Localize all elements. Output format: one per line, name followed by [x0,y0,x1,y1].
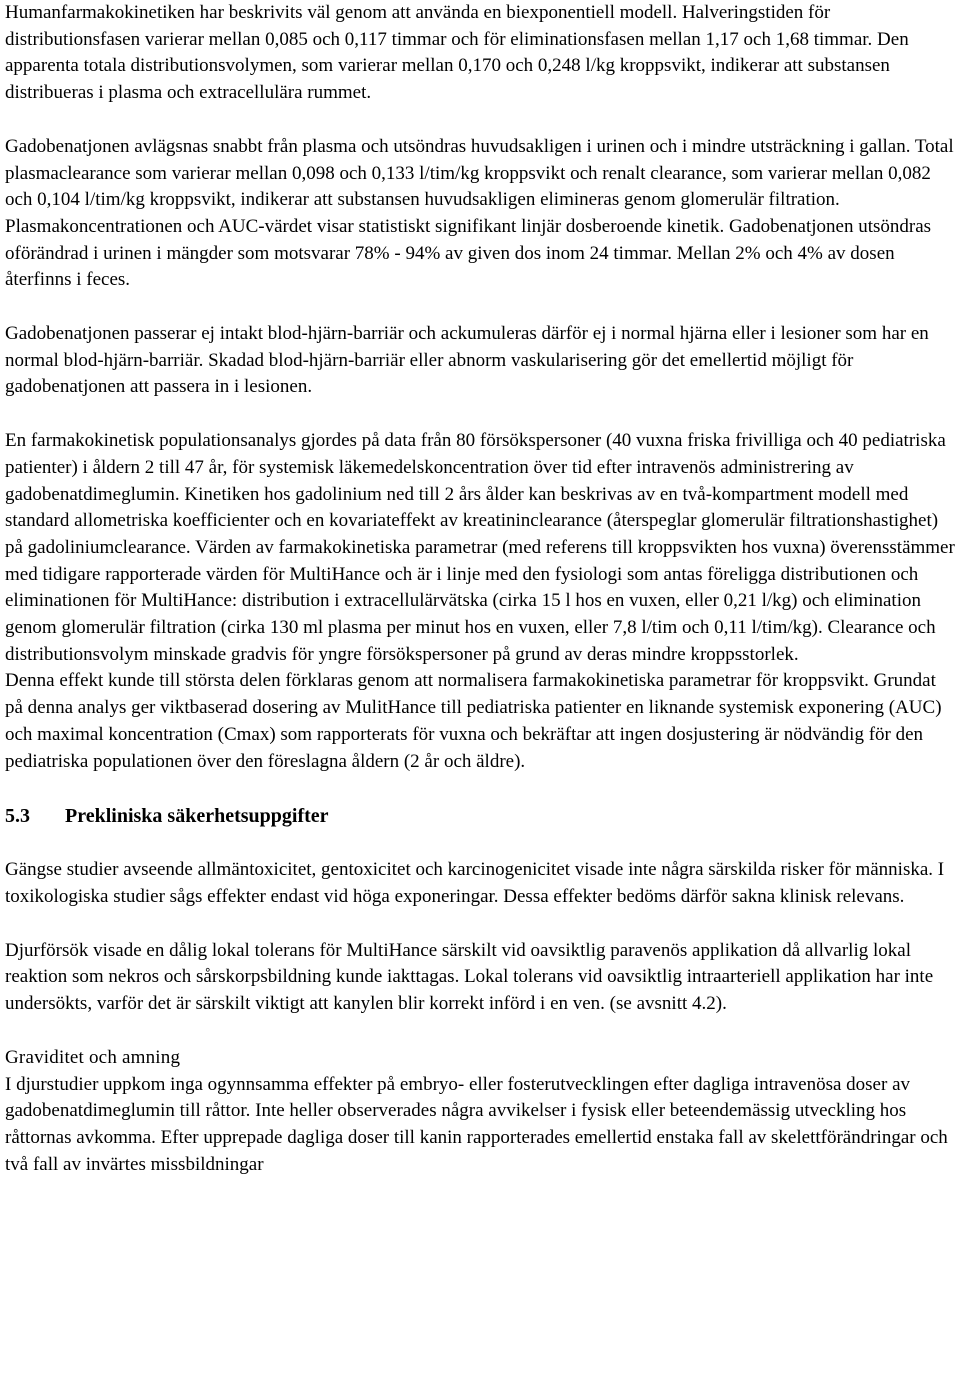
document-page [5,0,955,1178]
paragraph-weight-normalization: Denna effekt kunde till största delen förklaras genom att normalisera farmakokinetiska parametrar för kroppsvikt. Grundat på denna analys ger viktbaserad dosering av MulitHance till pediatriska patienter en liknande systemisk exponering (AUC) och maximal koncentration (Cmax) som rapporterats för vuxna och bekräftar att ingen dosjustering är nödvändig för den pediatriska populationen över den föreslagna åldern (2 år och äldre). [5,670,942,772]
paragraph-blood-brain-barrier: Gadobenatjonen passerar ej intakt blod-hjärn-barriär och ackumuleras därför ej i normal hjärna eller i lesioner som har en normal blod-hjärn-barriär. Skadad blod-hjärn-barriär eller abnorm vaskularisering gör det emellertid möjligt för gadobenatjonen att passera in i lesionen. [5,323,929,398]
section-number: 5.3 [5,805,30,828]
section-heading [5,803,955,830]
paragraph-animal-studies: I djurstudier uppkom inga ogynnsamma effekter på embryo- eller fosterutvecklingen efter dagliga intravenösa doser av gadobenatdimeglumin till råttor. Inte heller observerades några avvikelser i fysisk eller beteendemässig utveckling hos råttornas avkomma. Efter upprepade dagliga doser till kanin rapporterades emellertid enstaka fall av skelettförändringar och två fall av invärtes missbildningar [5,1073,948,1175]
paragraph-toxicity: Gängse studier avseende allmäntoxicitet, gentoxicitet och karcinogenicitet visade inte några särskilda risker för människa. I toxikologiska studier sågs effekter endast vid höga exponeringar. Dessa effekter bedöms därför sakna klinisk relevans. [5,859,945,907]
paragraph-pharmacokinetics: Humanfarmakokinetiken har beskrivits väl genom att använda en biexponentiell modell. Halveringstiden för distributionsfasen varierar mellan 0,085 och 0,117 timmar och för eliminationsfasen mellan 1,17 och 1,68 timmar. Den apparenta totala distributionsvolymen, som varierar mellan 0,170 och 0,248 l/kg kroppsvikt, indikerar att substansen distribueras i plasma och extracellulära rummet. [5,2,909,104]
paragraph-local-tolerance: Djurförsök visade en dålig lokal tolerans för MultiHance särskilt vid oavsiktlig paravenös applikation då allvarlig lokal reaktion som nekros och sårskorpsbildning kunde iakttagas. Lokal tolerans vid oavsiktlig intraarteriell applikation har inte undersökts, varför det är särskilt viktigt att kanylen blir korrekt införd i en ven. (se avsnitt 4.2). [5,939,934,1015]
section-title: Prekliniska säkerhetsuppgifter [65,805,329,828]
paragraph-elimination: Gadobenatjonen avlägsnas snabbt från plasma och utsöndras huvudsakligen i urinen och i mindre utsträckning i gallan. Total plasmaclearance som varierar mellan 0,098 och 0,133 l/tim/kg kroppsvikt och renalt clearance, som varierar mellan 0,082 och 0,104 l/tim/kg kroppsvikt, indikerar att substansen huvudsakligen elimineras genom glomerulär filtration. Plasmakoncentrationen och AUC-värdet visar statistiskt signifikant linjär dosberoende kinetik. Gadobenatjonen utsöndras oförändrad i urinen i mängder som motsvarar 78% - 94% av given dos inom 24 timmar. Mellan 2% och 4% av dosen återfinns i feces. [5,135,954,291]
subheading-pregnancy: Graviditet och amning [5,1046,181,1068]
paragraph-population-analysis: En farmakokinetisk populationsanalys gjordes på data från 80 försökspersoner (40 vuxna friska frivilliga och 40 pediatriska patienter) i åldern 2 till 47 år, för systemisk läkemedelskoncentration över tid efter intravenös administrering av gadobenatdimeglumin. Kinetiken hos gadolinium ned till 2 års ålder kan beskrivas av en två-kompartment modell med standard allometriska koefficienter och en kovariateffekt av kreatininclearance (återspeglar glomerulär filtrationshastighet) på gadoliniumclearance. Värden av farmakokinetiska parametrar (med referens till kroppsvikten hos vuxna) överensstämmer med tidigare rapporterade värden för MultiHance och är i linje med den fysiologi som antas föreligga distributionen och eliminationen för MultiHance: distribution i extracellulärvätska (cirka 15 l hos en vuxen, eller 0,21 l/kg) och elimination genom glomerulär filtration (cirka 130 ml plasma per minut hos en vuxen, eller 7,8 l/tim och 0,11 l/tim/kg). Clearance och distributionsvolym minskade gradvis för yngre försökspersoner på grund av deras mindre kroppsstorlek. [5,430,955,665]
